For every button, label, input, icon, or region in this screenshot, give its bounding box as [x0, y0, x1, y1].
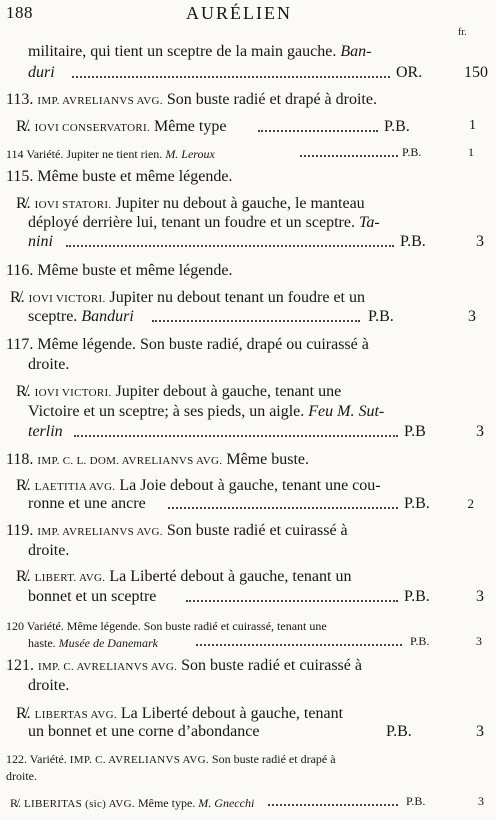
- leader-dots: [300, 155, 398, 157]
- entry-117-source: terlin: [28, 423, 63, 440]
- entry-117-source-start: Feu M. Sut-: [308, 403, 385, 420]
- entry-113: [6, 91, 377, 110]
- entry-120-number: 120: [6, 619, 24, 633]
- entry-122-reverse: [10, 794, 254, 813]
- entry-115-reverse-text: Jupiter nu debout à gauche, le manteau: [115, 195, 365, 212]
- entry-117-line1: [6, 336, 369, 354]
- entry-116-reverse-line1: [10, 289, 365, 308]
- entry-113-legend: IMP. AVRELIANVS AVG.: [37, 95, 163, 107]
- entry-116-reverse-line2: [28, 308, 134, 326]
- entry-116-grade: P.B.: [368, 308, 394, 325]
- entry-122-text2: Son buste radié et drapé à: [211, 752, 336, 766]
- entry-113-grade: P.B.: [384, 118, 410, 135]
- entry-113-reverse-legend: IOVI CONSERVATORI.: [34, 122, 151, 134]
- entry-120-source: Musée de Danemark: [58, 636, 158, 650]
- entry-122-line2: droite.: [6, 769, 37, 783]
- leader-dots: [72, 76, 390, 78]
- reverse-symbol: R̸.: [16, 118, 31, 135]
- entry-118-reverse-line2: ronne et une ancre: [28, 495, 146, 512]
- entry-114-text: Variété. Jupiter ne tient rien.: [26, 147, 163, 161]
- entry-121-grade: P.B.: [386, 723, 412, 740]
- entry-122-reverse-text: Même type.: [137, 796, 196, 810]
- entry-122-source: M. Gnecchi: [198, 796, 255, 810]
- leader-dots: [196, 644, 402, 646]
- reverse-symbol: R̸.: [16, 383, 31, 400]
- entry-122-number: 122.: [6, 752, 27, 766]
- entry-122-text: Variété.: [29, 752, 67, 766]
- leader-dots: [66, 245, 394, 247]
- entry-119-legend: IMP. AVRELIANVS AVG.: [37, 526, 163, 538]
- entry-117-grade: P.B: [404, 423, 426, 440]
- entry-115-reverse-line1: [16, 195, 365, 214]
- entry-121-reverse-line2: un bonnet et une corne d’abondance: [28, 723, 260, 740]
- entry-121-line2: droite.: [28, 677, 70, 694]
- leader-dots: [168, 507, 398, 509]
- entry-122-price: 3: [478, 794, 484, 808]
- entry-119-number: 119.: [6, 522, 34, 539]
- entry-114-price: 1: [468, 145, 474, 159]
- entry-118-grade: P.B.: [404, 495, 430, 512]
- entry-112-grade: OR.: [396, 64, 423, 81]
- entry-114: [6, 145, 215, 163]
- entry-121-number: 121.: [6, 657, 34, 674]
- entry-115-reverse-legend: IOVI STATORI.: [34, 199, 112, 211]
- page-number: 188: [6, 3, 33, 22]
- entry-122-reverse-legend: LIBERITAS (sic) AVG.: [24, 798, 135, 810]
- entry-117-reverse-legend: IOVI VICTORI.: [34, 387, 112, 399]
- leader-dots: [152, 320, 360, 322]
- entry-118-price: 2: [467, 496, 474, 511]
- entry-112-line1: [28, 43, 371, 61]
- entry-117-reverse-text2: Victoire et un sceptre; à ses pieds, un aigle.: [28, 403, 305, 420]
- entry-113-text: Son buste radié et drapé à droite.: [166, 91, 377, 108]
- entry-121-legend: IMP. C. AVRELIANVS AVG.: [38, 661, 178, 673]
- entry-117-reverse-line1: [16, 383, 341, 402]
- entry-122-legend: IMP. C. AVRELIANVS AVG.: [69, 754, 209, 766]
- entry-116-number: 116.: [6, 262, 34, 279]
- reverse-symbol: R̸.: [16, 705, 31, 722]
- entry-120-text2: haste.: [28, 636, 56, 650]
- entry-121-price: 3: [476, 723, 484, 740]
- entry-112-price: 150: [464, 64, 488, 81]
- entry-118-reverse-line1: [16, 477, 381, 496]
- entry-112-text: militaire, qui tient un sceptre de la main gauche.: [28, 43, 337, 60]
- entry-119-grade: P.B.: [404, 588, 430, 605]
- reverse-symbol: R̸.: [16, 477, 31, 494]
- entry-120-grade: P.B.: [410, 634, 430, 648]
- entry-117-line2: droite.: [28, 356, 70, 373]
- entry-117-number: 117.: [6, 336, 34, 353]
- entry-114-number: 114: [6, 147, 24, 161]
- entry-120-text: Variété. Même légende. Son buste radié et cuirassé, tenant une: [26, 619, 327, 633]
- leader-dots: [74, 435, 398, 437]
- page-title: AURÉLIEN: [186, 3, 292, 23]
- entry-116-reverse-legend: IOVI VICTORI.: [28, 293, 106, 305]
- reverse-symbol: R̸.: [16, 195, 31, 212]
- entry-115-reverse-line2: [28, 214, 380, 232]
- leader-dots: [258, 130, 378, 132]
- entry-119-reverse-text: La Liberté debout à gauche, tenant un: [109, 568, 352, 585]
- reverse-symbol: R̸.: [16, 568, 31, 585]
- entry-115-grade: P.B.: [400, 233, 426, 250]
- entry-118-reverse-text: La Joie debout à gauche, tenant une cou-: [119, 477, 381, 494]
- entry-120-line1: [6, 617, 327, 635]
- entry-119-price: 3: [476, 588, 484, 605]
- entry-113-reverse-text: Même type: [154, 118, 227, 135]
- entry-112-source: duri: [28, 64, 55, 81]
- entry-118-legend: IMP. C. L. DOM. AVRELIANVS AVG.: [37, 455, 223, 467]
- entry-121-line1: [6, 657, 362, 676]
- entry-121-reverse-line1: [16, 705, 343, 724]
- entry-118: [6, 451, 309, 470]
- entry-116-reverse-text: Jupiter nu debout tenant un foudre et un: [109, 289, 365, 306]
- entry-115-source-start: Ta-: [358, 214, 380, 231]
- entry-119-reverse-line1: [16, 568, 351, 587]
- entry-117-text: Même légende. Son buste radié, drapé ou cuirassé à: [37, 336, 369, 353]
- entry-115-reverse-text2: déployé derrière lui, tenant un foudre et un sceptre.: [28, 214, 355, 231]
- entry-117-reverse-line2: [28, 403, 384, 421]
- entry-119-line2: droite.: [28, 542, 70, 559]
- entry-119-reverse-legend: LIBERT. AVG.: [34, 572, 106, 584]
- entry-120-line2: [28, 634, 158, 652]
- entry-114-grade: P.B.: [402, 145, 422, 159]
- entry-116-source: Banduri: [81, 308, 134, 325]
- entry-118-number: 118.: [6, 451, 34, 468]
- entry-120-price: 3: [476, 634, 482, 648]
- entry-121-reverse-legend: LIBERTAS AVG.: [34, 709, 117, 721]
- entry-113-price: 1: [469, 118, 476, 133]
- entry-118-reverse-legend: LAETITIA AVG.: [34, 481, 116, 493]
- entry-122-line1: [6, 750, 336, 769]
- entry-116-price: 3: [468, 308, 476, 325]
- entry-119-text: Son buste radié et cuirassé à: [166, 522, 348, 539]
- entry-121-reverse-text: La Liberté debout à gauche, tenant: [120, 705, 344, 722]
- entry-115-source: nini: [28, 233, 53, 250]
- reverse-symbol: R̸.: [10, 289, 25, 306]
- entry-116-text: Même buste et même légende.: [37, 262, 233, 279]
- entry-116-reverse-text2: sceptre.: [28, 308, 78, 325]
- entry-117-reverse-text: Jupiter debout à gauche, tenant une: [115, 383, 342, 400]
- entry-122-grade: P.B.: [406, 794, 426, 808]
- entry-115-number: 115.: [6, 168, 34, 185]
- entry-115-price: 3: [476, 233, 484, 250]
- entry-118-text: Même buste.: [226, 451, 309, 468]
- entry-115: [6, 168, 232, 186]
- entry-121-text: Son buste radié et cuirassé à: [181, 657, 362, 674]
- reverse-symbol: R̸.: [10, 796, 22, 810]
- entry-114-source: M. Leroux: [165, 147, 215, 161]
- entry-117-price: 3: [476, 423, 484, 440]
- entry-116: [6, 262, 232, 280]
- entry-113-number: 113.: [6, 91, 34, 108]
- entry-115-text: Même buste et même légende.: [37, 168, 233, 185]
- leader-dots: [268, 804, 398, 806]
- column-label-francs: fr.: [458, 27, 467, 38]
- entry-113-reverse: [16, 118, 226, 137]
- leader-dots: [186, 600, 398, 602]
- entry-119-line1: [6, 522, 348, 541]
- entry-112-source-start: Ban-: [340, 43, 372, 60]
- entry-119-reverse-line2: bonnet et un sceptre: [28, 588, 157, 605]
